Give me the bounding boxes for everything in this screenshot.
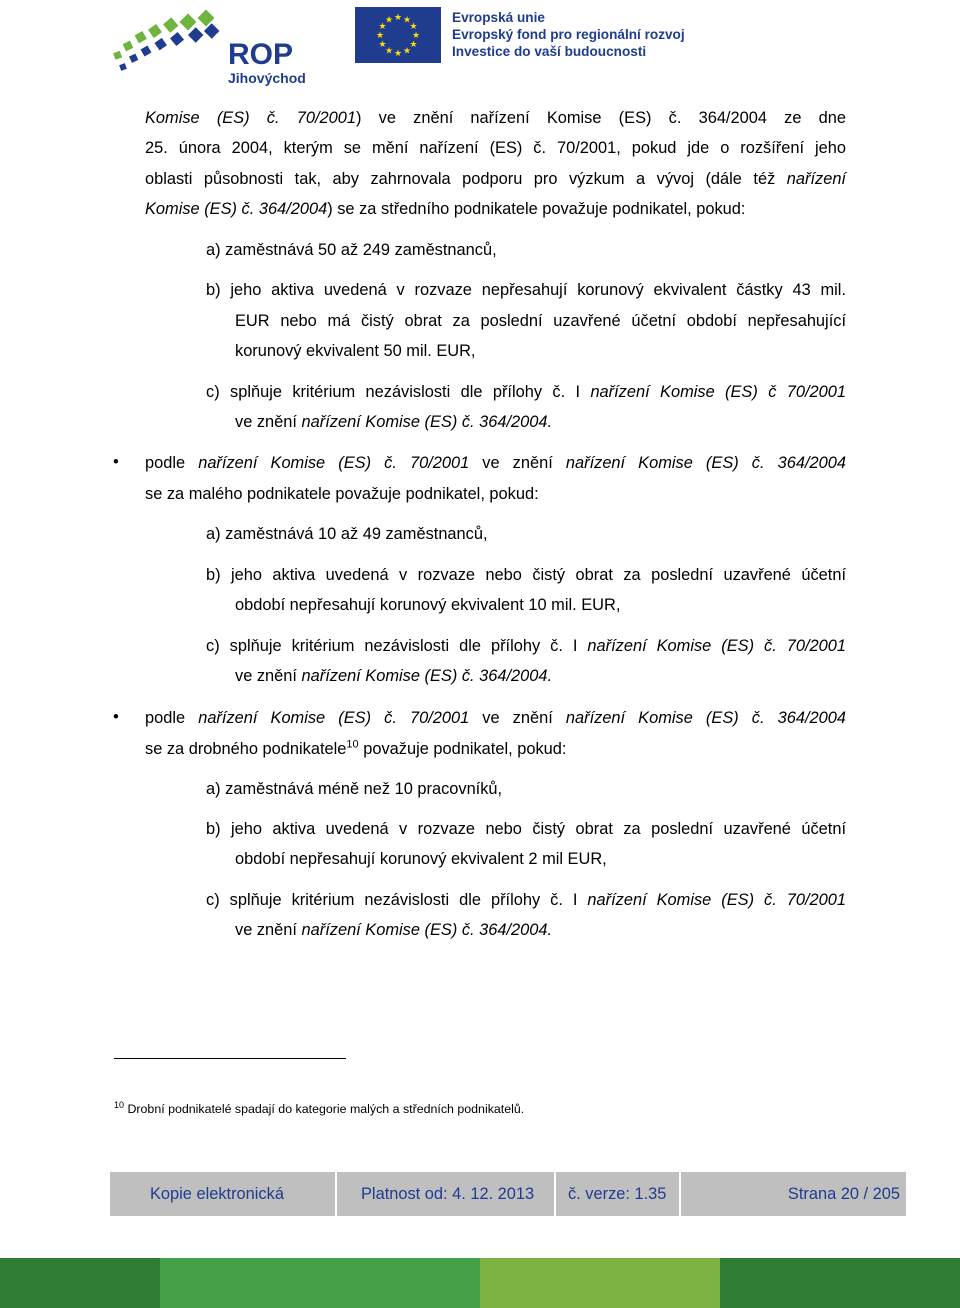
eu-flag-icon: [355, 7, 441, 63]
footer-divider: [335, 1172, 337, 1216]
footer-divider: [554, 1172, 556, 1216]
bullet-icon: •: [113, 708, 119, 726]
svg-text:★: ★: [384, 46, 394, 57]
band-segment: [720, 1258, 960, 1308]
list-item: b) jeho aktiva uvedená v rozvaze nebo čistý obrat za poslední uzavřené účetní: [206, 820, 846, 838]
svg-text:★: ★: [411, 31, 421, 41]
paragraph-line: Komise (ES) č. 70/2001) ve znění nařízení Komise (ES) č. 364/2004 ze dne: [145, 109, 846, 127]
list-item: a) zaměstnává 50 až 249 zaměstnanců,: [206, 241, 497, 259]
list-item: c) splňuje kritérium nezávislosti dle přílohy č. I nařízení Komise (ES) č. 70/2001: [206, 891, 847, 909]
band-segment: [0, 1258, 160, 1308]
rop-logo-subtext: Jihovýchod: [228, 70, 306, 86]
svg-text:★: ★: [409, 22, 418, 32]
svg-text:★: ★: [393, 13, 403, 23]
paragraph-line: 25. února 2004, kterým se mění nařízení (ES) č. 70/2001, pokud jde o rozšíření jeho: [145, 139, 846, 157]
list-item: a) zaměstnává 10 až 49 zaměstnanců,: [206, 525, 488, 543]
footer-version: č. verze: 1.35: [568, 1185, 667, 1203]
paragraph-line: Komise (ES) č. 364/2004) se za středního podnikatele považuje podnikatel, pokud:: [145, 200, 746, 218]
list-item: a) zaměstnává méně než 10 pracovníků,: [206, 780, 503, 798]
eu-stars-circle: [355, 7, 441, 63]
band-segment: [480, 1258, 720, 1308]
svg-text:★: ★: [378, 22, 387, 32]
list-item-continuation: korunový ekvivalent 50 mil. EUR,: [235, 342, 476, 360]
svg-text:★: ★: [402, 46, 412, 57]
list-item-continuation: období nepřesahují korunový ekvivalent 2 mil EUR,: [235, 850, 607, 868]
footer-bar: [110, 1172, 906, 1216]
footnote: [114, 1096, 524, 1118]
rop-logo-graphic: [110, 6, 320, 88]
footer-copy-label: Kopie elektronická: [150, 1185, 284, 1203]
eu-line-2: Evropský fond pro regionální rozvoj: [452, 27, 685, 42]
svg-text:★: ★: [409, 40, 418, 50]
svg-text:★: ★: [378, 40, 387, 50]
footnote-divider: [114, 1058, 346, 1059]
svg-text:★: ★: [384, 15, 394, 26]
svg-text:★: ★: [402, 15, 412, 26]
rop-jihovychod-logo: [110, 6, 320, 88]
paragraph-line: se za drobného podnikatele$^{10}$ považuje podnikatel, pokud:: [145, 738, 567, 758]
paragraph-line: se za malého podnikatele považuje podnikatel, pokud:: [145, 485, 539, 503]
rop-logo-text: ROP: [228, 38, 294, 71]
eu-line-3: Investice do vaší budoucnosti: [452, 44, 647, 59]
footer-validity: Platnost od: 4. 12. 2013: [361, 1185, 535, 1203]
list-item: b) jeho aktiva uvedená v rozvaze nepřesahují korunový ekvivalent částky 43 mil.: [206, 281, 846, 299]
paragraph-line: oblasti působnosti tak, aby zahrnovala podporu pro výzkum a vývoj (dále též nařízení: [145, 170, 846, 188]
list-item-continuation: ve znění nařízení Komise (ES) č. 364/2004.: [235, 413, 553, 431]
svg-text:★: ★: [375, 31, 385, 41]
list-item-continuation: období nepřesahují korunový ekvivalent 10 mil. EUR,: [235, 596, 621, 614]
footer-divider: [679, 1172, 681, 1216]
bullet-heading: podle nařízení Komise (ES) č. 70/2001 ve znění nařízení Komise (ES) č. 364/2004: [145, 709, 846, 727]
band-segment: [160, 1258, 480, 1308]
bullet-icon: •: [113, 453, 119, 471]
eu-line-1: Evropská unie: [452, 10, 545, 25]
list-item: c) splňuje kritérium nezávislosti dle přílohy č. I nařízení Komise (ES) č 70/2001: [206, 383, 846, 401]
svg-text:★: ★: [393, 49, 403, 59]
list-item: b) jeho aktiva uvedená v rozvaze nebo čistý obrat za poslední uzavřené účetní: [206, 566, 846, 584]
list-item-continuation: ve znění nařízení Komise (ES) č. 364/2004.: [235, 667, 553, 685]
list-item-continuation: EUR nebo má čistý obrat za poslední uzavřené účetní období nepřesahující: [235, 312, 846, 330]
list-item-continuation: ve znění nařízení Komise (ES) č. 364/2004.: [235, 921, 553, 939]
footer-page-number: Strana 20 / 205: [787, 1185, 900, 1203]
footnote-text: Drobní podnikatelé spadají do kategorie malých a středních podnikatelů.: [124, 1102, 525, 1117]
bullet-heading: podle nařízení Komise (ES) č. 70/2001 ve znění nařízení Komise (ES) č. 364/2004: [145, 454, 846, 472]
footnote-number: 10: [114, 1100, 125, 1110]
footnote-reference: 10: [346, 738, 359, 751]
list-item: c) splňuje kritérium nezávislosti dle přílohy č. I nařízení Komise (ES) č. 70/2001: [206, 637, 847, 655]
